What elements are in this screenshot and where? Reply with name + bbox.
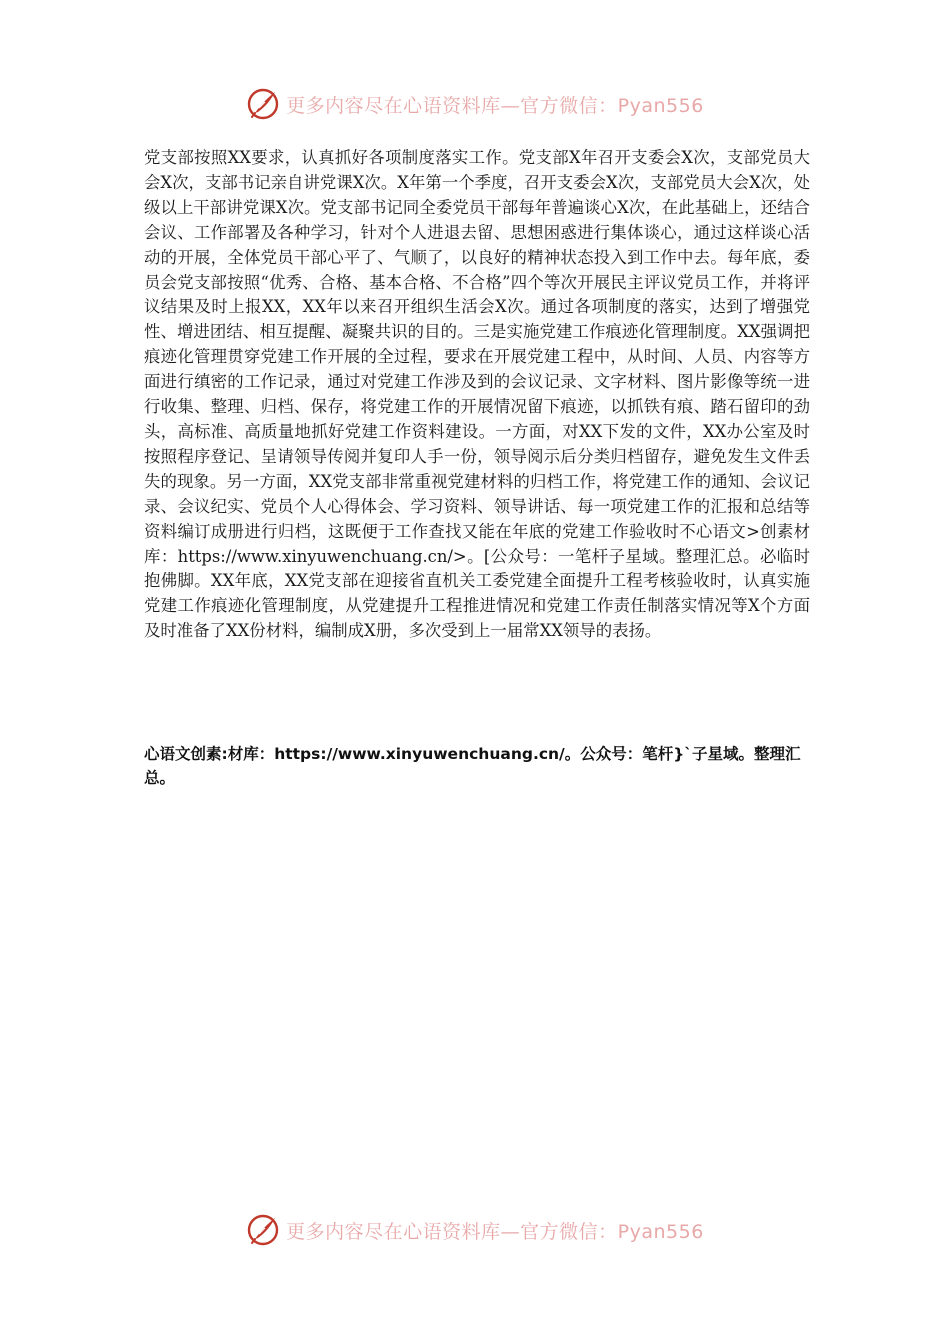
wechat-id: Pyan556 xyxy=(617,1220,704,1243)
banner-slogan: 更多内容尽在心语资料库—官方微信： xyxy=(286,94,618,117)
wechat-id: Pyan556 xyxy=(617,94,704,117)
header-banner-content xyxy=(246,87,704,121)
footer-banner-content xyxy=(246,1213,704,1247)
footer-banner xyxy=(0,1210,950,1250)
header-banner xyxy=(0,84,950,124)
banner-slogan: 更多内容尽在心语资料库—官方微信： xyxy=(286,1220,618,1243)
quill-logo-icon xyxy=(246,87,280,121)
source-note: 心语文创素:材库：https://www.xinyuwenchuang.cn/。公众号：笔杆}`子星域。整理汇总。 xyxy=(144,745,801,787)
header-banner-text xyxy=(286,91,704,118)
footer-banner-text xyxy=(286,1217,704,1244)
quill-logo-icon xyxy=(246,1213,280,1247)
document-body: 党支部按照XX要求，认真抓好各项制度落实工作。党支部X年召开支委会X次，支部党员大会X次，支部书记亲自讲党课X次。X年第一个季度，召开支委会X次，支部党员大会X次，处级以上干部讲党课X次。党支部书记同全委党员干部每年普遍谈心X次，在此基础上，还结合会议、工作部署及各种学习，针对个人进退去留、思想困惑进行集体谈心，通过这样谈心活动的开展，全体党员干部心平了、气顺了，以良好的精神状态投入到工作中去。每年底，委员会党支部按照“优秀、合格、基本合格、不合格”四个等次开展民主评议党员工作，并将评议结果及时上报XX，XX年以来召开组织生活会X次。通过各项制度的落实，达到了增强党性、增进团结、相互提醒、凝聚共识的目的。三是实施党建工作痕迹化管理制度。XX强调把痕迹化管理贯穿党建工作开展的全过程，要求在开展党建工程中，从时间、人员、内容等方面进行缜密的工作记录，通过对党建工作涉及到的会议记录、文字材料、图片影像等统一进行收集、整理、归档、保存，将党建工作的开展情况留下痕迹，以抓铁有痕、踏石留印的劲头，高标准、高质量地抓好党建工作资料建设。一方面，对XX下发的文件，XX办公室及时按照程序登记、呈请领导传阅并复印人手一份，领导阅示后分类归档留存，避免发生文件丢失的现象。另一方面，XX党支部非常重视党建材料的归档工作，将党建工作的通知、会议记录、会议纪实、党员个人心得体会、学习资料、领导讲话、每一项党建工作的汇报和总结等资料编订成册进行归档，这既便于工作查找又能在年底的党建工作验收时不心语文>创素材库：https://www.xinyuwenchuang.cn/>。[公众号：一笔杆子星域。整理汇总。必临时抱佛脚。XX年底，XX党支部在迎接省直机关工委党建全面提升工程考核验收时，认真实施党建工作痕迹化管理制度，从党建提升工程推进情况和党建工作责任制落实情况等X个方面及时准备了XX份材料，编制成X册，多次受到上一届常XX领导的表扬。 xyxy=(144,148,810,641)
